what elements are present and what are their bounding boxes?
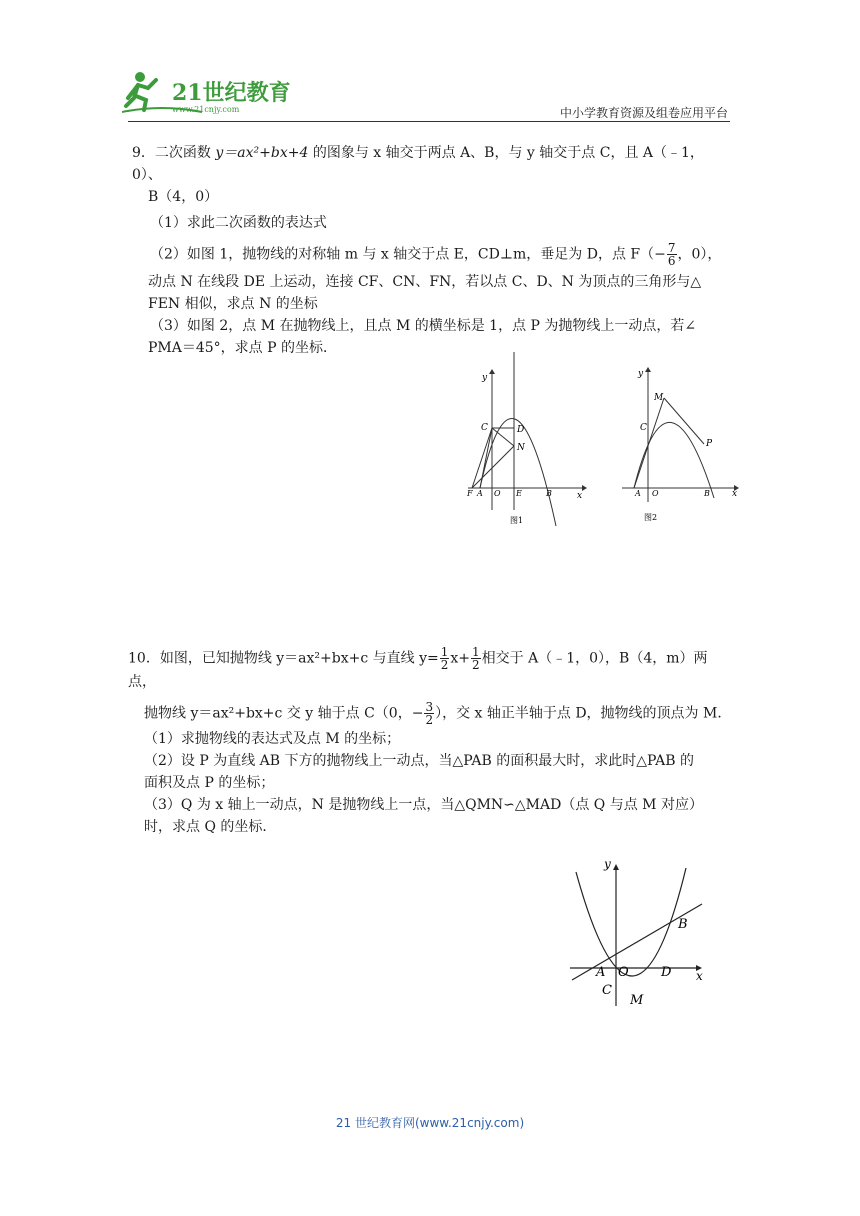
fig2-label-m: M bbox=[654, 393, 664, 403]
fig2-label-x: x bbox=[732, 489, 738, 499]
q9-stem-eq: y＝ax²+bx+4 bbox=[215, 145, 309, 161]
q9-stem-b: 的图象与 x 轴交于两点 A、B，与 y 轴交于点 C，且 A（﹣1，0）、 bbox=[132, 145, 704, 183]
site-logo bbox=[122, 68, 292, 118]
fig1-label-b: B bbox=[546, 489, 552, 498]
fig2-label-p: P bbox=[706, 439, 713, 449]
fig2-label-o: O bbox=[652, 489, 659, 498]
q10-number: 10． bbox=[128, 650, 160, 667]
question-9 bbox=[132, 142, 732, 359]
figure-q10 bbox=[566, 856, 716, 1016]
fig1-label-a: A bbox=[477, 489, 483, 498]
logo-text: 21世纪教育 bbox=[172, 80, 291, 106]
q10-part2-a: （2）设 P 为直线 AB 下方的抛物线上一动点，当△PAB 的面积最大时，求此时△PAB 的 bbox=[144, 753, 695, 769]
q9-stem-a: 二次函数 bbox=[154, 145, 216, 161]
q9-minus: − bbox=[654, 246, 666, 263]
q10-stem-a: 如图，已知抛物线 y＝ax²+bx+c 与直线 y= bbox=[159, 650, 439, 667]
fig1-label-e: E bbox=[516, 489, 522, 498]
q10-part2-b: 面积及点 P 的坐标； bbox=[144, 775, 275, 791]
q10-part3-b: 时，求点 Q 的坐标． bbox=[144, 819, 277, 835]
q9-part1: （1）求此二次函数的表达式 bbox=[150, 215, 327, 231]
fig1-label-o: O bbox=[494, 489, 501, 498]
platform-name: 中小学教育资源及组卷应用平台 bbox=[559, 106, 728, 120]
fig1-label-x: x bbox=[577, 491, 583, 501]
q10-label-m: M bbox=[630, 993, 644, 1008]
fig1-label-n: N bbox=[517, 443, 525, 453]
header-divider bbox=[128, 121, 730, 122]
q9-part2-d: FEN 相似，求点 N 的坐标 bbox=[148, 296, 318, 312]
q10-stem-x: x+ bbox=[450, 650, 471, 667]
footer-link[interactable]: 21 世纪教育网(www.21cnjy.com) bbox=[335, 1116, 525, 1130]
q9-part2-b: ，0）， bbox=[677, 246, 722, 263]
q10-label-x: x bbox=[696, 969, 703, 983]
q9-fraction: $\frac{7}{6}$ bbox=[667, 241, 676, 268]
q9-part2-a: （2）如图 1，抛物线的对称轴 m 与 x 轴交于点 E，CD⊥m，垂足为 D，点 F（ bbox=[150, 246, 655, 263]
fig2-label-c: C bbox=[640, 423, 647, 433]
q10-label-y: y bbox=[604, 857, 611, 871]
fig2-label-a: A bbox=[635, 489, 641, 498]
q10-fraction-1: $\frac{1}{2}$ bbox=[440, 645, 449, 672]
logo-url: www.21cnjy.com bbox=[172, 105, 240, 114]
q10-label-a: A bbox=[596, 965, 606, 980]
fig1-segment-fn bbox=[472, 446, 514, 488]
q9-stem-c: B（4，0） bbox=[148, 189, 219, 205]
fig2-label-b: B bbox=[704, 489, 710, 498]
q10-fraction-3: $\frac{3}{2}$ bbox=[425, 700, 434, 727]
fig2-label-y: y bbox=[638, 369, 644, 379]
q10-fraction-2: $\frac{1}{2}$ bbox=[472, 645, 480, 672]
q10-label-c: C bbox=[602, 983, 612, 998]
fig1-label-d: D bbox=[517, 425, 525, 435]
q9-number: 9． bbox=[132, 145, 155, 161]
q10-stem-c: 抛物线 y＝ax²+bx+c 交 y 轴于点 C（0，− bbox=[144, 705, 424, 722]
fig2-caption: 图2 bbox=[644, 513, 658, 522]
q10-label-o: O bbox=[618, 965, 629, 980]
q10-part3-a: （3）Q 为 x 轴上一动点，N 是抛物线上一点，当△QMN∽△MAD（点 Q 与点 M 对应） bbox=[144, 797, 703, 813]
q9-part3-b: PMA＝45°，求点 P 的坐标． bbox=[148, 340, 337, 356]
fig1-label-y: y bbox=[482, 373, 488, 383]
q9-part3-a: （3）如图 2，点 M 在抛物线上，且点 M 的横坐标是 1，点 P 为抛物线上一动点，若∠ bbox=[150, 318, 697, 334]
figure-2 bbox=[618, 362, 743, 527]
q10-part1: （1）求抛物线的表达式及点 M 的坐标； bbox=[144, 731, 401, 747]
question-10 bbox=[128, 646, 732, 838]
fig1-label-f: F bbox=[467, 489, 473, 498]
q10-parabola bbox=[576, 868, 686, 976]
fig2-segment-ma bbox=[634, 398, 664, 488]
fig2-parabola bbox=[634, 422, 714, 498]
q10-stem-d: ），交 x 轴正半轴于点 D，抛物线的顶点为 M． bbox=[435, 705, 732, 722]
q10-label-d: D bbox=[661, 965, 672, 980]
q10-stem-b: 相交于 A（﹣1，0），B（4，m）两点， bbox=[128, 650, 708, 690]
q9-part2-c: 动点 N 在线段 DE 上运动，连接 CF、CN、FN，若以点 C、D、N 为顶点的三角形与△ bbox=[148, 274, 702, 290]
fig1-label-c: C bbox=[481, 423, 488, 433]
fig2-segment-mp bbox=[664, 398, 704, 444]
figure-1 bbox=[462, 350, 587, 530]
q10-label-b: B bbox=[678, 917, 688, 932]
fig1-caption: 图1 bbox=[510, 516, 524, 525]
